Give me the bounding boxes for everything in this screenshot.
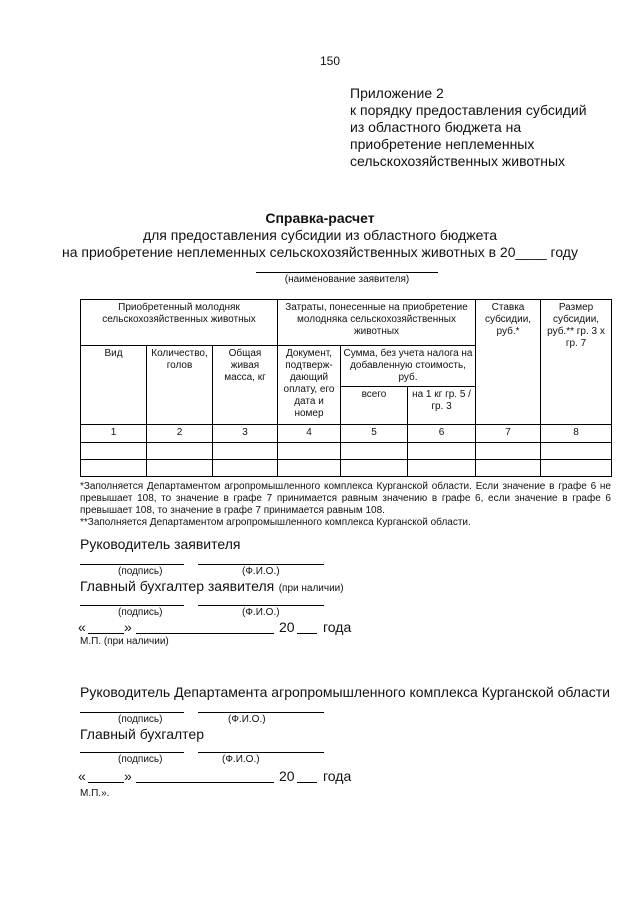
stamp-note: М.П. (при наличии) <box>80 636 169 647</box>
year-suffix: года <box>323 768 352 784</box>
appendix-line: приобретение неплеменных <box>350 136 535 152</box>
signature-caption: (подпись) <box>118 754 163 765</box>
date-open-quote: « <box>78 619 86 635</box>
signature-line[interactable] <box>80 605 184 606</box>
footnote-2: **Заполняется Департаментом агропромышленного комплекса Курганской области. <box>80 517 471 528</box>
day-line[interactable] <box>88 633 124 634</box>
header-perkg: на 1 кг гр. 5 / гр. 3 <box>408 387 476 425</box>
header-sum: Сумма, без учета налога на добавленную стоимость, руб. <box>341 346 476 387</box>
date-open-quote: « <box>78 768 86 784</box>
document-title <box>0 210 640 261</box>
appendix-line: из областного бюджета на <box>350 119 522 135</box>
year-suffix: года <box>323 619 352 635</box>
title-main: Справка-расчет <box>265 210 375 226</box>
signature-line[interactable] <box>80 712 184 713</box>
month-line[interactable] <box>136 633 274 634</box>
fio-line[interactable] <box>198 712 324 713</box>
header-total: всего <box>341 387 408 425</box>
applicant-head-label: Руководитель заявителя <box>80 536 241 552</box>
stamp-note: М.П.». <box>80 788 110 799</box>
header-type: Вид <box>81 346 147 425</box>
header-young: Приобретенный молодняк сельскохозяйственных животных <box>81 300 278 346</box>
fio-caption: (Ф.И.О.) <box>228 714 266 725</box>
signature-caption: (подпись) <box>118 714 163 725</box>
date-close-quote: » <box>124 768 132 784</box>
fio-caption: (Ф.И.О.) <box>242 607 280 618</box>
title-line: для предоставления субсидии из областного бюджета <box>142 227 498 243</box>
header-size: Размер субсидии, руб.** гр. 3 х гр. 7 <box>541 300 612 425</box>
col-number: 6 <box>408 425 476 443</box>
table-row <box>81 443 612 460</box>
applicant-caption: (наименование заявителя) <box>284 274 410 285</box>
date-close-quote: » <box>124 619 132 635</box>
signature-line[interactable] <box>80 752 184 753</box>
signature-line[interactable] <box>80 564 184 565</box>
department-accountant-label: Главный бухгалтер <box>80 726 204 742</box>
if-any-note: (при наличии) <box>278 583 344 594</box>
table-row <box>81 460 612 477</box>
year-line[interactable] <box>297 633 317 634</box>
header-qty: Количество, голов <box>147 346 213 425</box>
title-line: на приобретение неплеменных сельскохозяйственных животных в 20____ году <box>62 244 578 260</box>
day-line[interactable] <box>88 782 124 783</box>
appendix-line: сельскохозяйственных животных <box>350 153 566 169</box>
appendix-line: к порядку предоставления субсидий <box>350 102 587 118</box>
col-number: 7 <box>476 425 541 443</box>
col-number: 2 <box>147 425 213 443</box>
col-number: 1 <box>81 425 147 443</box>
fio-line[interactable] <box>198 605 324 606</box>
header-mass: Общая живая масса, кг <box>213 346 278 425</box>
header-rate: Ставка субсидии, руб.* <box>476 300 541 425</box>
col-number: 4 <box>278 425 341 443</box>
department-head-label: Руководитель Департамента агропромышленного комплекса Курганской области <box>80 684 610 700</box>
accountant-label: Главный бухгалтер заявителя <box>80 578 275 594</box>
fio-caption: (Ф.И.О.) <box>242 566 280 577</box>
header-costs: Затраты, понесенные на приобретение молодняка сельскохозяйственных животных <box>278 300 476 346</box>
calculation-table <box>80 299 612 477</box>
month-line[interactable] <box>136 782 274 783</box>
year-line[interactable] <box>297 782 317 783</box>
col-number: 5 <box>341 425 408 443</box>
year-prefix: 20 <box>279 768 295 784</box>
col-number: 3 <box>213 425 278 443</box>
page-number: 150 <box>320 54 341 68</box>
footnotes <box>80 481 611 529</box>
signature-caption: (подпись) <box>118 566 163 577</box>
appendix-line: Приложение 2 <box>350 85 444 101</box>
signature-caption: (подпись) <box>118 607 163 618</box>
applicant-accountant <box>80 578 344 596</box>
header-doc: Документ, подтверж-дающий оплату, его дата и номер <box>278 346 341 425</box>
year-prefix: 20 <box>279 619 295 635</box>
fio-line[interactable] <box>198 752 324 753</box>
fio-caption: (Ф.И.О.) <box>222 754 260 765</box>
appendix-header <box>350 85 587 170</box>
footnote-1: *Заполняется Департаментом агропромышленного комплекса Курганской области. Если значение в графе 6 не превышает 108, то значение в графе 7 принимается равным значению в графе 6, если значение в графе 6 превышает 108, то значение в графе 7 принимается равным 108. <box>80 481 611 516</box>
applicant-name-line[interactable] <box>256 272 438 273</box>
col-number: 8 <box>541 425 612 443</box>
fio-line[interactable] <box>198 564 324 565</box>
